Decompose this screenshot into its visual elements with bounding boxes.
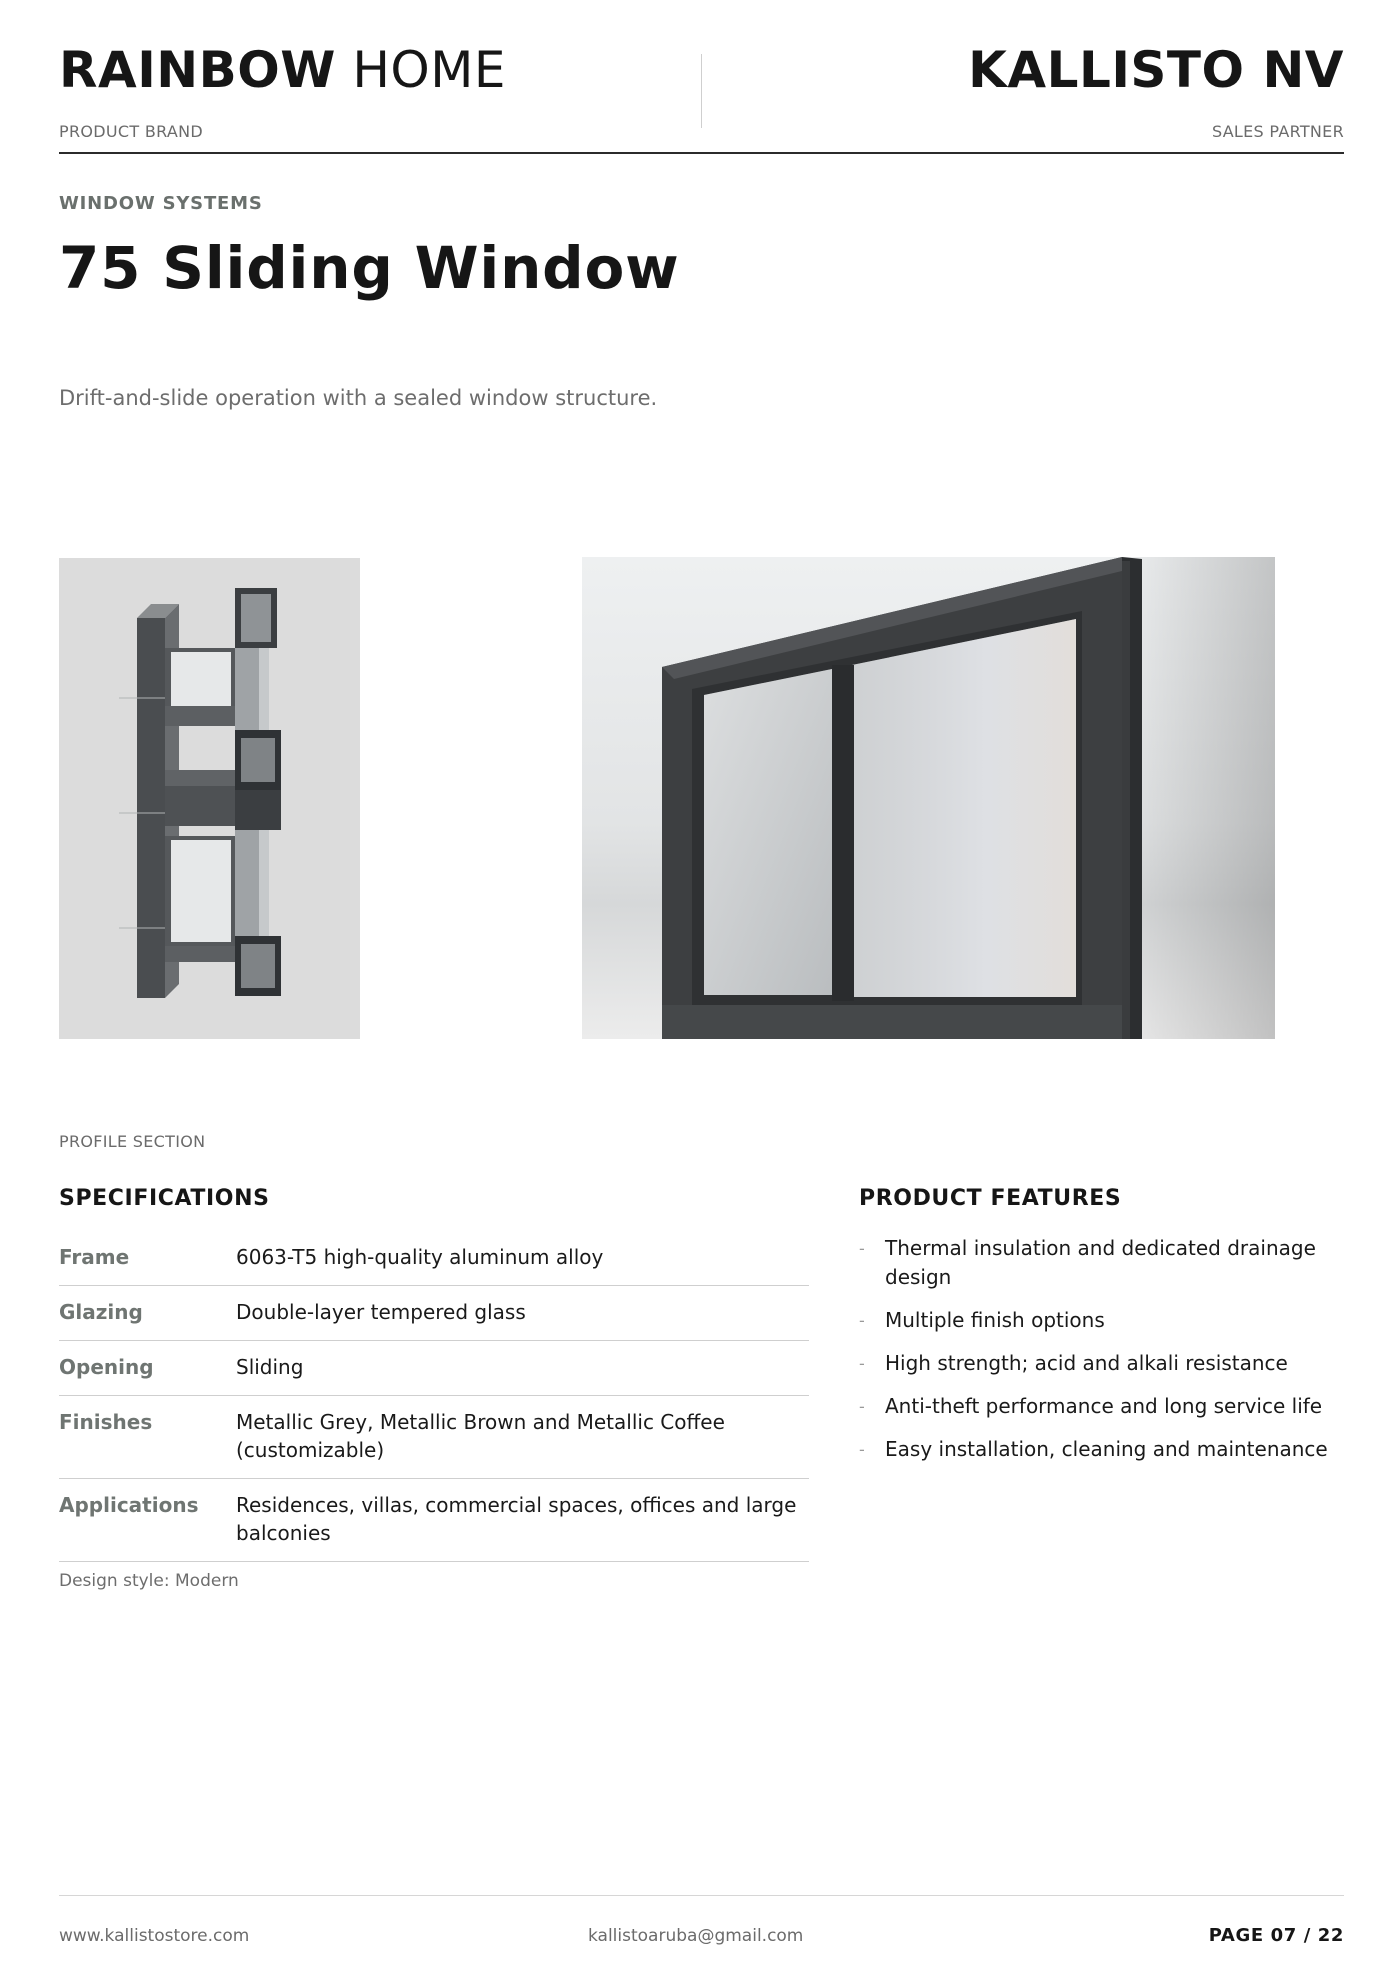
list-item <box>859 1435 1344 1464</box>
spec-value: Metallic Grey, Metallic Brown and Metallic Coffee (customizable) <box>236 1410 725 1462</box>
spec-key: Frame <box>59 1245 130 1269</box>
header-divider <box>701 54 702 128</box>
spec-row-opening <box>59 1341 809 1396</box>
page-number: PAGE 07 / 22 <box>1208 1925 1344 1946</box>
email-link[interactable]: kallistoaruba@gmail.com <box>588 1926 804 1946</box>
spec-value: Residences, villas, commercial spaces, offices and large balconies <box>236 1493 797 1545</box>
sliding-window-drawing <box>582 557 1275 1039</box>
partner-name: KALLISTO NV <box>968 41 1344 99</box>
product-title: 75 Sliding Window <box>59 234 680 302</box>
design-style-note: Design style: Modern <box>59 1571 239 1591</box>
specifications-table <box>59 1231 809 1562</box>
features-list <box>859 1234 1344 1478</box>
list-item <box>859 1392 1344 1421</box>
list-item <box>859 1349 1344 1378</box>
profile-section-image <box>59 558 360 1039</box>
spec-row-finishes <box>59 1396 809 1479</box>
feature-text: High strength; acid and alkali resistance <box>885 1351 1288 1375</box>
dash-bullet-icon: - <box>859 1354 865 1373</box>
spec-value: Sliding <box>236 1355 304 1379</box>
spec-row-applications <box>59 1479 809 1562</box>
brand-name-bold: RAINBOW <box>59 41 336 99</box>
website-link[interactable]: www.kallistostore.com <box>59 1926 250 1946</box>
product-brand <box>59 40 506 141</box>
specifications-heading: SPECIFICATIONS <box>59 1186 270 1211</box>
feature-text: Thermal insulation and dedicated drainage design <box>885 1236 1316 1289</box>
spec-key: Finishes <box>59 1410 153 1434</box>
list-item <box>859 1306 1344 1335</box>
spec-value: 6063-T5 high-quality aluminum alloy <box>236 1245 604 1269</box>
feature-text: Multiple finish options <box>885 1308 1105 1332</box>
features-heading: PRODUCT FEATURES <box>859 1186 1122 1211</box>
spec-row-glazing <box>59 1286 809 1341</box>
dash-bullet-icon: - <box>859 1239 865 1258</box>
spec-row-frame <box>59 1231 809 1286</box>
partner-label: SALES PARTNER <box>1211 122 1344 141</box>
product-category: WINDOW SYSTEMS <box>59 193 263 214</box>
dash-bullet-icon: - <box>859 1397 865 1416</box>
dash-bullet-icon: - <box>859 1311 865 1330</box>
brand-name-light: HOME <box>352 41 507 99</box>
spec-value: Double-layer tempered glass <box>236 1300 526 1324</box>
feature-text: Anti-theft performance and long service life <box>885 1394 1323 1418</box>
spec-key: Applications <box>59 1493 199 1517</box>
spec-key: Opening <box>59 1355 154 1379</box>
profile-section-drawing <box>59 558 360 1039</box>
brand-logo-text <box>59 40 506 100</box>
window-product-photo <box>582 557 1275 1039</box>
list-item <box>859 1234 1344 1292</box>
sales-partner <box>968 40 1344 141</box>
image-caption: PROFILE SECTION <box>59 1132 206 1151</box>
feature-text: Easy installation, cleaning and maintenance <box>885 1437 1328 1461</box>
page-header <box>59 40 1344 154</box>
brand-label: PRODUCT BRAND <box>59 122 204 141</box>
dash-bullet-icon: - <box>859 1440 865 1459</box>
product-subtitle: Drift-and-slide operation with a sealed window structure. <box>59 386 658 410</box>
spec-key: Glazing <box>59 1300 143 1324</box>
footer-divider <box>59 1895 1344 1896</box>
